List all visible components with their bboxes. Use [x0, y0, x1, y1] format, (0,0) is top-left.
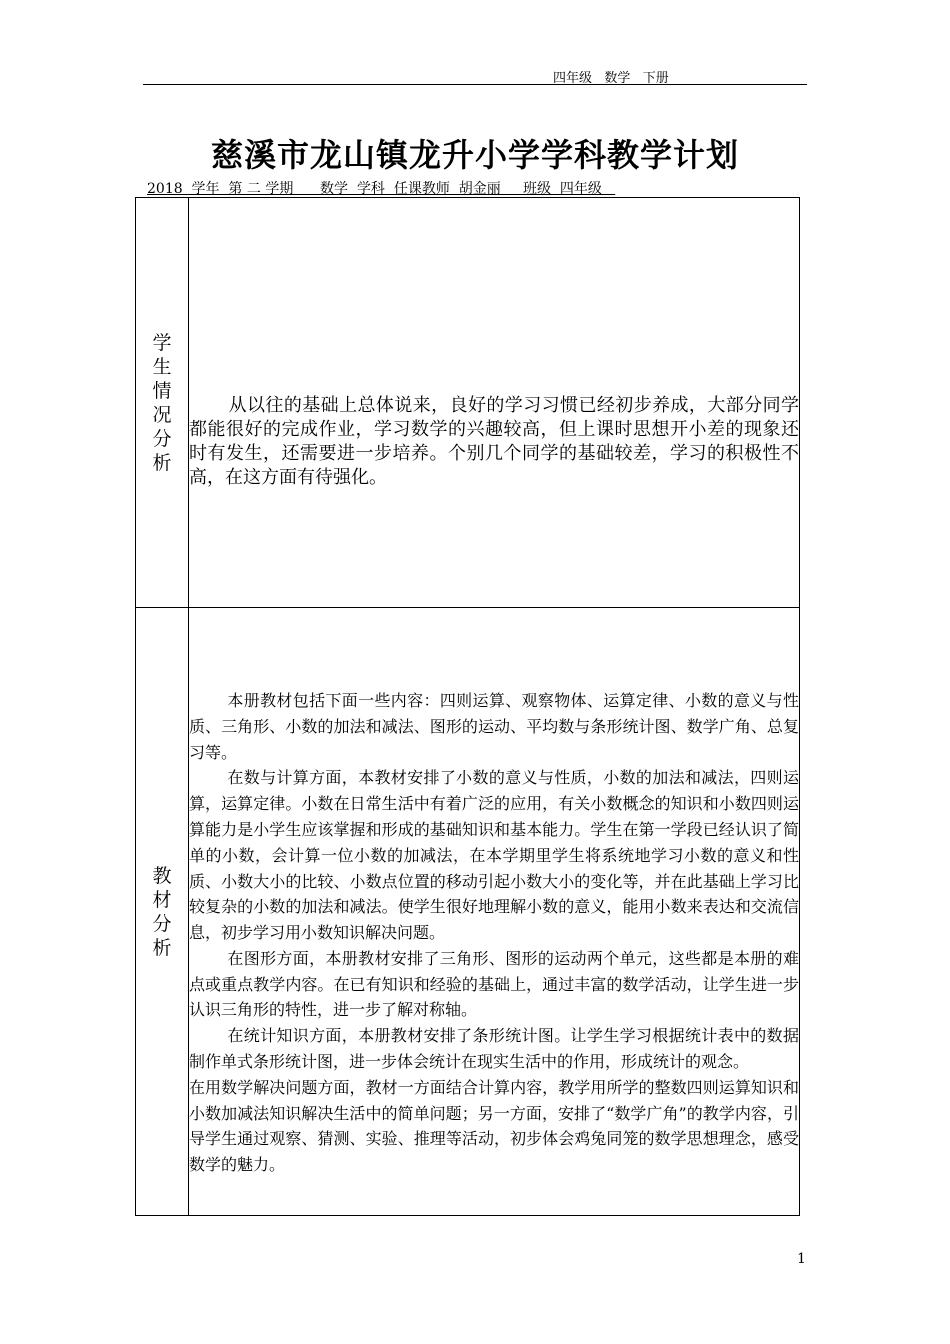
- content-cell-textbook-analysis: [189, 608, 800, 1216]
- textbook-analysis-body: [189, 688, 799, 1178]
- textbook-paragraph-statistics: 在统计知识方面，本册教材安排了条形统计图。让学生学习根据统计表中的数据制作单式条形统计图，进一步体会统计在现实生活中的作用，形成统计的观念。: [189, 1026, 799, 1072]
- course-info-line: 2018 学年 第 二 学期 数学 学科 任课教师 胡金丽 班级 四年级: [147, 181, 616, 197]
- section-label-student-analysis: 学生情况分析: [152, 331, 172, 474]
- textbook-paragraph-problem-solving: 在用数学解决问题方面，教材一方面结合计算内容，教学用所学的整数四则运算知识和小数加减法知识解决生活中的简单问题；另一方面，安排了“数学广角”的教学内容，引导学生通过观察、猜测、实验、推理等活动，初步体会鸡兔同笼的数学思想理念，感受数学的魅力。: [189, 1077, 799, 1175]
- table-row-student-analysis: [136, 198, 800, 608]
- page-number: 1: [797, 1251, 806, 1267]
- student-analysis-text: 从以往的基础上总体说来，良好的学习习惯已经初步养成，大部分同学都能很好的完成作业，学习数学的兴趣较高，但上课时思想开小差的现象还时有发生，还需要进一步培养。个别几个同学的基础较差，学习的积极性不高，在这方面有待强化。: [189, 394, 799, 488]
- label-cell-student-analysis: [136, 198, 189, 608]
- label-cell-textbook-analysis: [136, 608, 189, 1216]
- textbook-paragraph-numbers: 在数与计算方面，本教材安排了小数的意义与性质，小数的加法和减法，四则运算，运算定律。小数在日常生活中有着广泛的应用，有关小数概念的知识和小数四则运算能力是小学生应该掌握和形成的基础知识和基本能力。学生在第一学段已经认识了简单的小数，会计算一位小数的加减法，在本学期里学生将系统地学习小数的意义和性质、小数大小的比较、小数点位置的移动引起小数大小的变化等，并在此基础上学习比较复杂的小数的加法和减法。使学生很好地理解小数的意义，能用小数来表达和交流信息，初步学习用小数知识解决问题。: [189, 768, 799, 943]
- document-title: 慈溪市龙山镇龙升小学学科教学计划: [210, 136, 739, 174]
- plan-table: [135, 197, 800, 1216]
- section-label-textbook-analysis: 教材分析: [152, 864, 172, 959]
- textbook-paragraph-geometry: 在图形方面，本册教材安排了三角形、图形的运动两个单元，这些都是本册的难点或重点教学内容。在已有知识和经验的基础上，通过丰富的数学活动，让学生进一步认识三角形的特性，进一步了解对称轴。: [189, 948, 799, 1020]
- table-row-textbook-analysis: [136, 608, 800, 1216]
- header-rule: [143, 84, 807, 85]
- running-header: 四年级 数学 下册: [553, 71, 669, 86]
- content-cell-student-analysis: [189, 198, 800, 608]
- textbook-paragraph-contents: 本册教材包括下面一些内容：四则运算、观察物体、运算定律、小数的意义与性质、三角形、小数的加法和减法、图形的运动、平均数与条形统计图、数学广角、总复习等。: [189, 690, 799, 762]
